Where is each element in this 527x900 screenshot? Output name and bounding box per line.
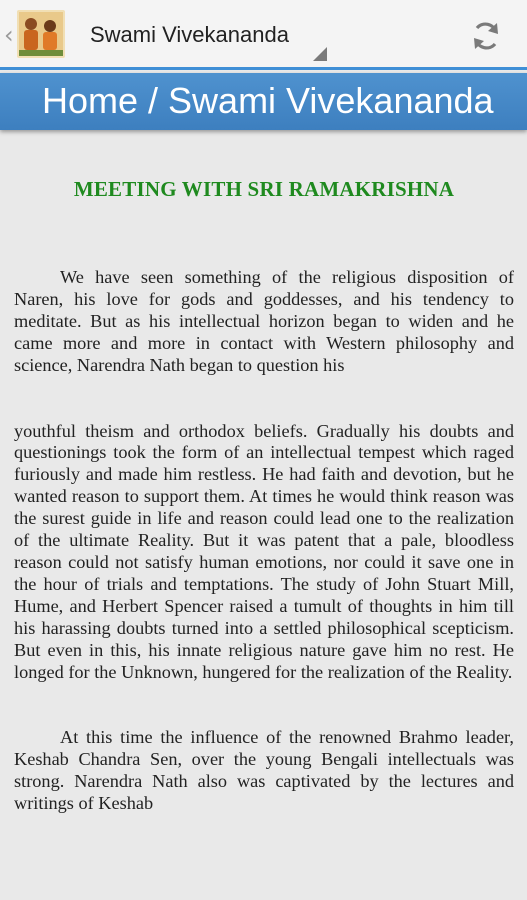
article-paragraph: We have seen something of the religious disposition of Naren, his love for gods and goddesses, and his tendency to meditate. But as his intellectual horizon began to widen and he came more and more in contact with Western philosophy and science, Narendra Nath began to question his [14, 267, 514, 375]
app-logo-icon[interactable] [17, 10, 65, 58]
article-paragraph: youthful theism and orthodox beliefs. Gradually his doubts and questionings took the form of an intellectual tempest which raged furiously and made him restless. He had faith and devotion, but he wanted reason to support them. At times he would think reason was the surest guide in life and reason could lead one to the realization of the ultimate Reality. But it was patent that a pale, bloodless reason could not satisfy human emotions, nor could it save one in the hour of trials and temptations. The study of John Stuart Mill, Hume, and Herbert Spencer raised a tumult of thoughts in him till his harassing doubts turned into a settled philosophical scepticism. But even in this, his innate religious nature gave him no rest. He longed for the Unknown, hungered for the realization of the Reality. [14, 420, 514, 682]
dropdown-indicator-icon [313, 47, 327, 61]
refresh-button[interactable] [462, 12, 510, 60]
article-paragraph: At this time the influence of the renowned Brahmo leader, Keshab Chandra Sen, over the young Bengali intellectuals was strong. Narendra Nath also was captivated by the lectures and writings of Keshab [14, 727, 514, 814]
breadcrumb-bar [0, 73, 527, 130]
breadcrumb: Home / Swami Vivekananda [42, 80, 494, 121]
up-navigation-icon[interactable]: ‹ [4, 21, 14, 49]
article-title: MEETING WITH SRI RAMAKRISHNA [73, 177, 455, 201]
article-content [14, 130, 514, 815]
refresh-icon [469, 19, 503, 53]
action-bar [0, 0, 527, 70]
app-title[interactable]: Swami Vivekananda [90, 22, 289, 47]
